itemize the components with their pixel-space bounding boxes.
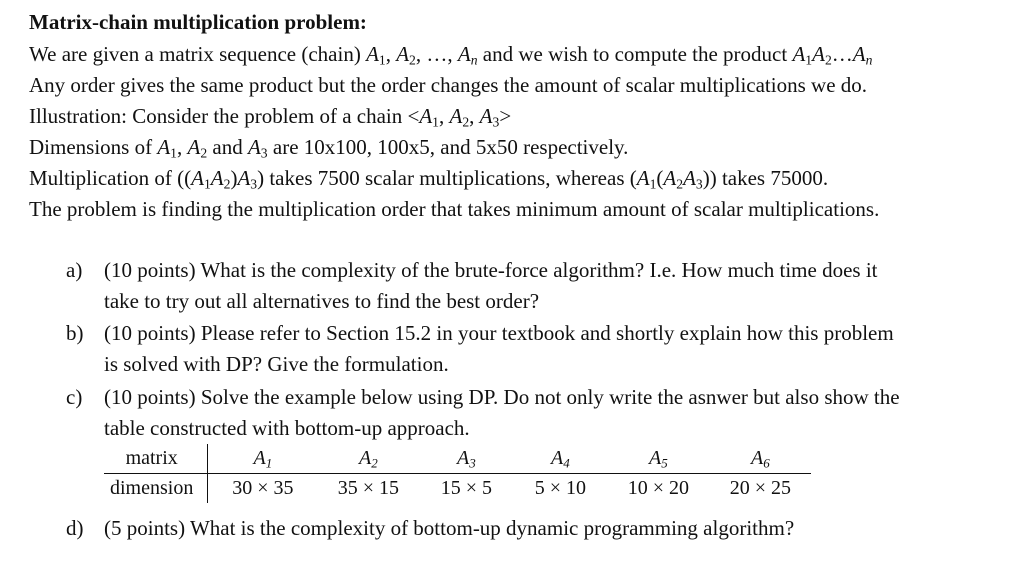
- table-cell-dimension: 20 × 25: [729, 477, 791, 499]
- table-cell-dimension: 15 × 5: [440, 477, 492, 499]
- table-header-dimension: dimension: [104, 474, 208, 504]
- intro-text: Dimensions of: [29, 135, 158, 159]
- intro-line-2: Any order gives the same product but the order changes the amount of scalar multiplications we do.: [29, 73, 868, 97]
- table-cell-matrix: $A_4$: [513, 444, 607, 474]
- question-d-label: d): [66, 516, 84, 540]
- table-cell-dimension: 30 × 35: [232, 477, 294, 499]
- intro-text: We are given a matrix sequence (chain): [29, 42, 367, 66]
- intro-line-3: Illustration: Consider the problem of a chain $<A_1$, $A_2$, $A_3>$: [29, 104, 512, 130]
- question-c-line-2: table constructed with bottom-up approach.: [104, 416, 470, 440]
- table-row-dimension: [104, 474, 811, 504]
- question-b-line-1: (10 points) Please refer to Section 15.2 in your textbook and shortly explain how this problem: [104, 321, 894, 345]
- intro-text: >: [499, 104, 512, 128]
- table-cell-matrix: $A_2$: [317, 444, 419, 474]
- intro-line-4: Dimensions of $A_1$, $A_2$ and $A_3$ are 10x100, 100x5, and 5x50 respectively.: [29, 135, 629, 161]
- table-row-matrix: [104, 444, 811, 474]
- intro-text: )) takes 75000.: [702, 166, 829, 190]
- table-cell-matrix: $A_6$: [709, 444, 811, 474]
- table-cell-dimension: 35 × 15: [337, 477, 399, 499]
- table-cell-dimension: 10 × 20: [627, 477, 689, 499]
- intro-text: are 10x100, 100x5, and 5x50 respectively.: [267, 135, 629, 159]
- intro-line-6: The problem is finding the multiplication order that takes minimum amount of scalar multiplications.: [29, 197, 880, 221]
- table-cell-matrix: $A_3$: [419, 444, 513, 474]
- question-a-line-1: (10 points) What is the complexity of the brute-force algorithm? I.e. How much time does it: [104, 258, 878, 282]
- question-a-line-2: take to try out all alternatives to find the best order?: [104, 289, 540, 313]
- table-cell-matrix: $A_5$: [607, 444, 709, 474]
- intro-line-5: Multiplication of $((A_1A_2)A_3)$ takes 7500 scalar multiplications, whereas $(A_1(A_2A_3))$ takes 75000.: [29, 166, 829, 192]
- intro-text: Multiplication of ((: [29, 166, 192, 190]
- intro-text: and: [207, 135, 248, 159]
- question-a-label: a): [66, 258, 83, 282]
- question-b-label: b): [66, 321, 84, 345]
- question-c-label: c): [66, 385, 83, 409]
- question-c-line-1: (10 points) Solve the example below using DP. Do not only write the asnwer but also show the: [104, 385, 900, 409]
- question-d-line-1: (5 points) What is the complexity of bottom-up dynamic programming algorithm?: [104, 516, 795, 540]
- intro-line-1: We are given a matrix sequence (chain) $A_1$, $A_2$, …, $A_n$ and we wish to compute the product $A_1A_2\dots A_n$: [29, 42, 873, 68]
- table-header-matrix: matrix: [104, 444, 208, 474]
- page-title: Matrix-chain multiplication problem:: [29, 10, 367, 34]
- intro-text: Illustration: Consider the problem of a chain <: [29, 104, 420, 128]
- question-b-line-2: is solved with DP? Give the formulation.: [104, 352, 449, 376]
- intro-text: and we wish to compute the product: [477, 42, 793, 66]
- table-cell-matrix: $A_1$: [208, 444, 318, 474]
- intro-text: ) takes 7500 scalar multiplications, whereas (: [257, 166, 637, 190]
- matrix-dimension-table: [104, 444, 811, 503]
- table-cell-dimension: 5 × 10: [534, 477, 586, 499]
